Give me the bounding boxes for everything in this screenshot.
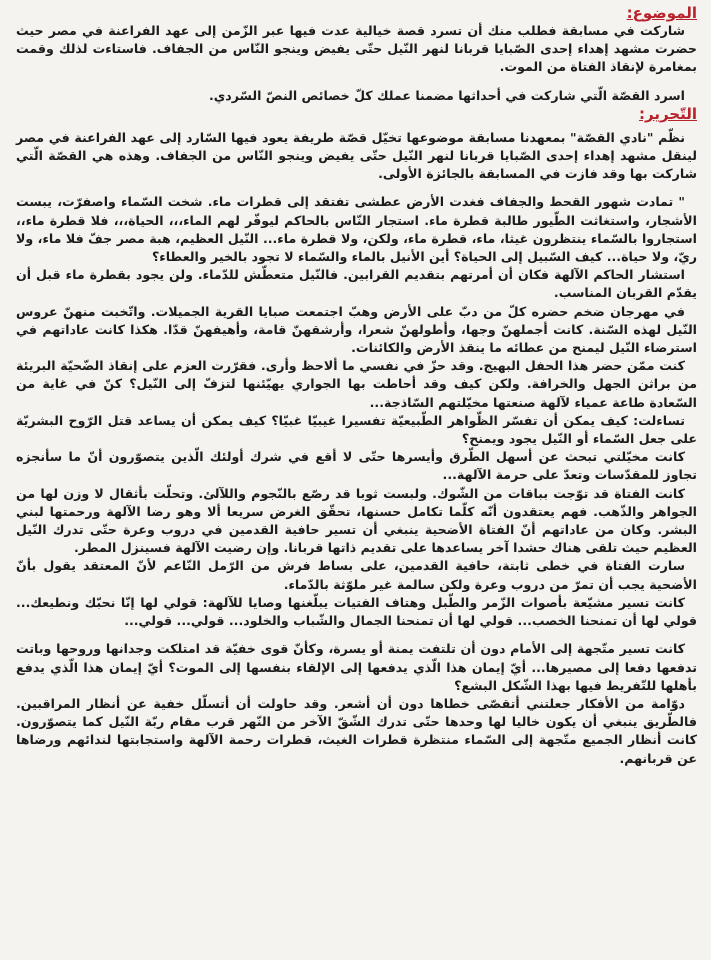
writing-heading: التّحرير: [638, 104, 697, 123]
subject-text: شاركت في مسابقة فطلب منك أن تسرد قصة خيالية عدت فيها عبر الزّمن إلى عهد الفراعنة في مصر حيث حضرت مشهد إهداء إحدى الصّبايا قربانا لنهر النّيل حتّى يفيض وينجو النّاس من الجفاف. فاستاءت لذلك وقمت بمغامرة لإنقاذ الفتاة من الموت. [16, 23, 697, 75]
paragraph: كنت ممّن حضر هذا الحفل البهيج. وقد حزّ في نفسي ما ألاحظ وأرى. فقرّرت العزم على إنقاذ الضّحيّة البريئة من براثن الجهل والخرافة. ولكن كيف وقد أحاطت بها الجواري يهيّئنها لتزفّ إلى النّيل؟ كنّ في غاية من السّعادة طاعة عمياء لآلهة صنعتها مخيّلتهم السّاذجة... [16, 358, 697, 410]
task-text: اسرد القصّة الّتي شاركت في أحداثها مضمنا عملك كلّ خصائص النصّ السّردي. [208, 87, 685, 103]
paragraph: استشار الحاكم الآلهة فكان أن أمرتهم بتقديم القرابين. فالنّيل متعطّش للدّماء. ولن يجود بقطرة ماء قبل أن يقدّم القربان المناسب. [16, 267, 697, 301]
paragraph: كانت تسير متّجهة إلى الأمام دون أن تلتفت يمنة أو يسرة، وكأنّ قوى خفيّة قد امتلكت وجدانها وروحها وباتت تدفعها دفعا إلى مصيرها... أيّ إيمان هذا الّذي يدفعها إلى الإلقاء بنفسها إلى الموت؟ أيّ إيمان هذا الّذي يدفع بأهلها للتّفريط فيها بهذا الشّكل البشع؟ [16, 641, 697, 693]
paragraph: في مهرجان ضخم حضره كلّ من دبّ على الأرض وهبّ اجتمعت صبايا القرية الجميلات. واتّخبت منهنّ عروس النّيل لهذه السّنة. كانت أجملهنّ وجها، وأطولهنّ شعرا، وأرشقهنّ قامة، وأهيفهنّ قدّا. هكذا كانت عاداتهم في استرضاء النّيل ليمنح من عطائه ما ينقذ الأرض والكائنات. [16, 303, 697, 356]
paragraph: نظّم "نادي القصّة" بمعهدنا مسابقة موضوعها تخيّل قصّة طريفة يعود فيها السّارد إلى عهد الفراعنة في مصر لينقل مشهد إهداء إحدى الصّبايا قربانا لنهر النّيل حتّى يفيض وينجو النّاس من الجفاف. وهذه هي القصّة الّتي شاركت بها وقد فازت في المسابقة بالجائزة الأولى. [16, 129, 697, 182]
paragraph: " تمادت شهور القحط والجفاف فغدت الأرض عطشى تفتقد إلى قطرات ماء. شخت السّماء واصفرّت، يبست الأشجار، واستغاثت الطّيور طالبة قطرة ماء. استجار النّاس بالحاكم ليوفّر لهم الماء،،، الحياة،،، فلا قطرة ماء،، استجاروا بالسّماء ينتظرون غيثا، ماء، قطرة ماء، ولكن، ولا قطرة ماء... النّيل العظيم، هبة مصر جفّ فلا ماء، ولا ريّ، ولا حياة... كيف السّبيل إلى الحياة؟ أين الأنيل بالماء والسّماء لا تجود بالخير والعطاء؟ [16, 194, 697, 265]
paragraph: تساءلت: كيف يمكن أن تفسّر الظّواهر الطّبيعيّة تفسيرا غيبيّا غبيّا؟ كيف يمكن أن يساعد قتل الرّوح البشريّة على جعل السّماء أو النّيل يجود ويمنح؟ [16, 412, 697, 447]
paragraph: دوّامة من الأفكار جعلتني أتقصّى خطاها دون أن أشعر. وقد حاولت أن أتسلّل خفية عن أنظار المراقبين. فالطّريق ينبغي أن يكون خاليا لها وحدها حتّى تدرك الشّقّ الآخر من النّهر قرب مقام ربّة النّيل كما يتصوّرون. كانت أنظار الجميع متّجهة إلى السّماء منتظرة قطرات الغيث، قطرات رحمة الآلهة واستجابتها لندائهم ورضاها عن قربانهم. [16, 695, 697, 766]
paragraph: كانت الفتاة قد توّجت بباقات من الشّوك. ولبست ثوبا قد رصّع بالنّجوم واللآلئ. وتحلّت بأثقال لا وزن لها من الجواهر والذّهب. فهم يعتقدون أنّه كلّما تكامل حسنها، تحقّق الغرض سريعا ألا وهو رضا الآلهة ورحمتها لبني البشر. وكان من عاداتهم أنّ الفتاة الأضحية ينبغي أن تسير حافية القدمين في دروب وعرة حتّى تدرك النّيل العظيم حيث تلقى هناك حشدا آخر يساعدها على تقديم ذاتها قربانا. وإن رضيت الآلهة فسينزل المطر. [16, 485, 697, 556]
paragraph: سارت الفتاة في خطى ثابتة، حافية القدمين، على بساط فرش من الرّمل النّاعم لأنّ المعتقد يقول بأنّ الأضحية يجب أن تمرّ من دروب وعرة ولكن سالمة غير ملوّثة بالدّماء. [16, 558, 697, 592]
paragraph: كانت مخيّلتي تبحث عن أسهل الطّرق وأيسرها حتّى لا أقع في شرك أولئك الّذين يتصوّرون أنّ ما سأنجزه تجاوز للمقدّسات وتعدّ على حرمة الآلهة... [16, 449, 697, 483]
paragraph: كانت تسير مشيّعة بأصوات الزّمر والطّبل وهتاف الفتيات يبلّغنها وصايا للآلهة: قولي لها إنّا نحبّك ونطيعك... قولي لها أن تمنحنا الخصب... قولي لها أن تمنحنا الجمال والشّباب والخلود... قولي... قولي... [16, 594, 697, 629]
subject-heading: الموضوع: [626, 4, 697, 22]
